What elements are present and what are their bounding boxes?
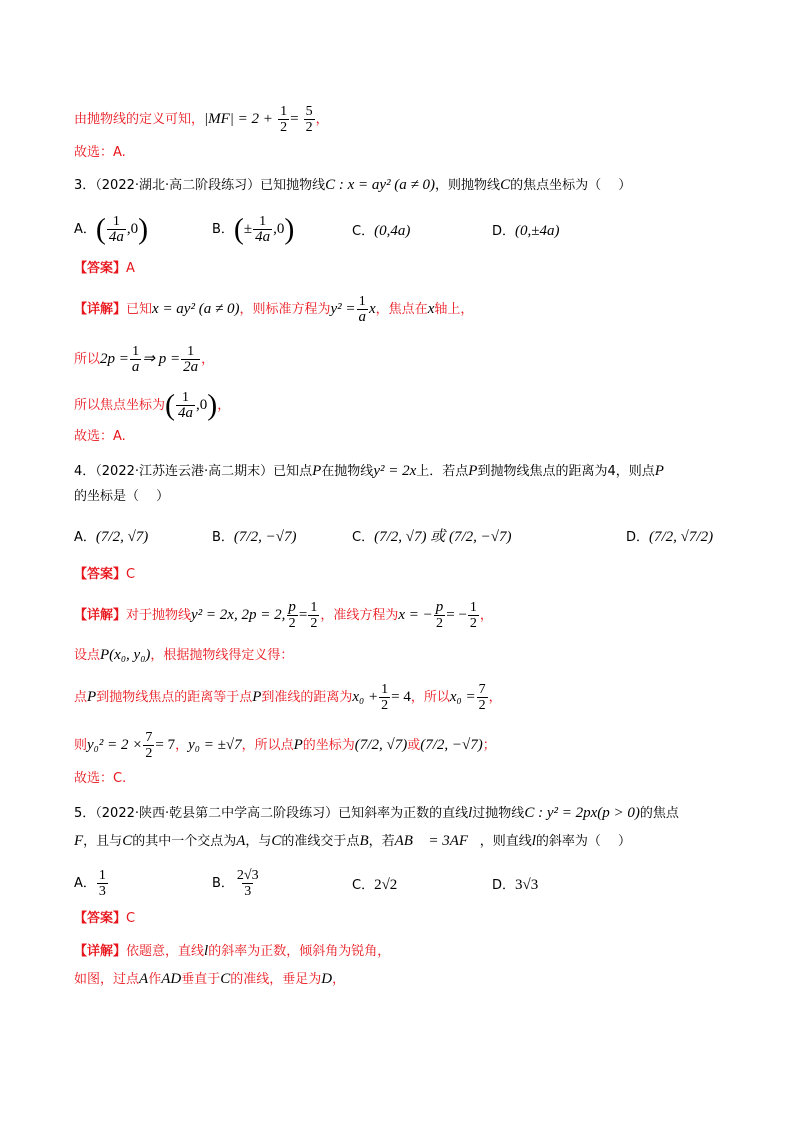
q3-detail-3: 所以焦点坐标为( $\frac{1}{4a}$ ,0)， — [74, 388, 231, 422]
q5-stem-2: F，且与C的其中一个交点为A，与C的准线交于点B，若AB⃗ = 3AF⃗，则直线l的斜率为（ ） — [74, 833, 632, 849]
q4-option-d: D．(7/2, √7/2) — [626, 529, 714, 545]
q4-detail-2: 设点P(x₀, y₀)，根据抛物线得定义得： — [74, 647, 294, 663]
q3-option-b: B．(± $\frac{1}{4a}$ ,0) — [212, 212, 295, 246]
q5-option-b: B． $\frac{2√3}{3}$ — [212, 868, 259, 899]
q4-select: 故选：C. — [74, 771, 127, 786]
q3-detail-2: 所以2p = $\frac{1}{a}$ ⇒ p = $\frac{1}{2a}$ ， — [74, 344, 215, 375]
q5-option-a: A． $\frac{1}{3}$ — [74, 868, 106, 899]
q3-answer: 【答案】A — [74, 261, 135, 276]
q3-select: 故选：A. — [74, 429, 126, 444]
q3-detail-1: 【详解】已知x = ay² (a ≠ 0)，则标准方程为y² = $\frac{1}{a}$ x，焦点在x轴上， — [74, 294, 474, 325]
q4-detail-4: 则y₀² = 2 × $\frac{7}{2}$ = 7，y₀ = ±√7，所以点P的坐标为(7/2, √7)或(7/2, −√7)； — [74, 730, 496, 761]
q4-detail-1: 【详解】对于抛物线y² = 2x, 2p = 2, $\frac{p}{2}$ = $\frac{1}{2}$ ，准线方程为x = − $\frac{p}{2}$ = − $\frac{1}{2}$ ， — [74, 599, 493, 631]
q5-option-d: D．3√3 — [492, 877, 539, 893]
q4-detail-3: 点P到抛物线焦点的距离等于点P到准线的距离为x₀ + $\frac{1}{2}$ = 4，所以x₀ = $\frac{7}{2}$ ， — [74, 682, 502, 713]
q5-option-c: C．2√2 — [352, 877, 398, 893]
q4-answer: 【答案】C — [74, 567, 136, 582]
q3-option-a: A．( $\frac{1}{4a}$ ,0) — [74, 212, 149, 246]
q5-detail-2: 如图，过点A作AD垂直于C的准线，垂足为D， — [74, 971, 346, 987]
solution-line-mf: 由抛物线的定义可知，|MF| = 2 + $\frac{1}{2}$ = $\frac{5}{2}$ ， — [74, 104, 329, 135]
q3-option-c: C．(0,4a) — [352, 223, 411, 239]
q3-stem: 3．（2022·湖北·高二阶段练习）已知抛物线C : x = ay² (a ≠ 0)，则抛物线C的焦点坐标为（ ） — [74, 177, 632, 193]
q3-option-d: D．(0,±4a) — [492, 223, 560, 239]
q5-stem-1: 5．（2022·陕西·乾县第二中学高二阶段练习）已知斜率为正数的直线l过抛物线C : y² = 2px(p > 0)的焦点 — [74, 805, 679, 821]
q4-option-b: B．(7/2, −√7) — [212, 529, 297, 545]
q5-answer: 【答案】C — [74, 911, 136, 926]
q4-stem-2: 的坐标是（ ） — [74, 489, 170, 504]
q5-detail-1: 【详解】依题意，直线l的斜率为正数，倾斜角为锐角， — [74, 943, 391, 959]
q4-stem-1: 4．（2022·江苏连云港·高二期末）已知点P在抛物线y² = 2x上．若点P到抛物线焦点的距离为4，则点P — [74, 463, 664, 479]
q4-option-a: A．(7/2, √7) — [74, 529, 149, 545]
q4-option-c: C．(7/2, √7) 或 (7/2, −√7) — [352, 529, 512, 545]
select-line-top: 故选：A. — [74, 145, 126, 160]
